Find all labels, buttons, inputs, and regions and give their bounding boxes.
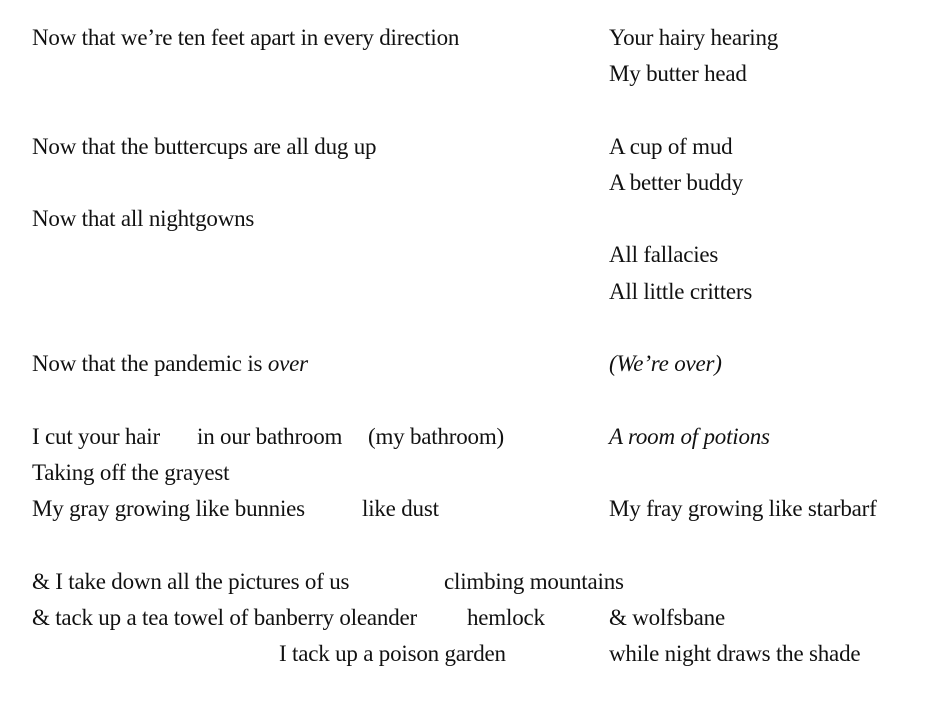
poem-line: Your hairy hearing xyxy=(609,25,779,50)
poem-line: All little critters xyxy=(609,279,753,304)
poem-line: climbing mountains xyxy=(444,569,624,594)
poem-line: in our bathroom xyxy=(197,424,343,449)
poem-line: Now that the buttercups are all dug up xyxy=(32,134,377,159)
poem-line: Taking off the grayest xyxy=(32,460,230,485)
poem-line: Now that we’re ten feet apart in every direction xyxy=(32,25,460,50)
poem-line: & I take down all the pictures of us xyxy=(32,569,350,594)
poem-line: A cup of mud xyxy=(609,134,733,159)
poem-line: All fallacies xyxy=(609,242,719,267)
poem-line: I cut your hair xyxy=(32,424,160,449)
poem-line: A room of potions xyxy=(609,424,770,449)
poem-line: while night draws the shade xyxy=(609,641,861,666)
poem-line-text: Now that the pandemic is xyxy=(32,351,268,376)
poem-line: like dust xyxy=(362,496,439,521)
poem-line: Now that all nightgowns xyxy=(32,206,255,231)
poem-line: (my bathroom) xyxy=(368,424,505,449)
poem-line: & wolfsbane xyxy=(609,605,725,630)
poem-line: My gray growing like bunnies xyxy=(32,496,305,521)
poem-line: My fray growing like starbarf xyxy=(609,496,877,521)
poem-line: A better buddy xyxy=(609,170,743,195)
poem-line xyxy=(32,350,308,378)
poem-line: I tack up a poison garden xyxy=(279,641,506,666)
poem-line: My butter head xyxy=(609,61,747,86)
poem-italic-word: over xyxy=(267,351,308,376)
poem-line: hemlock xyxy=(467,605,545,630)
poem-line: (We’re over) xyxy=(609,351,722,376)
poem-line: & tack up a tea towel of banberry oleander xyxy=(32,605,417,630)
